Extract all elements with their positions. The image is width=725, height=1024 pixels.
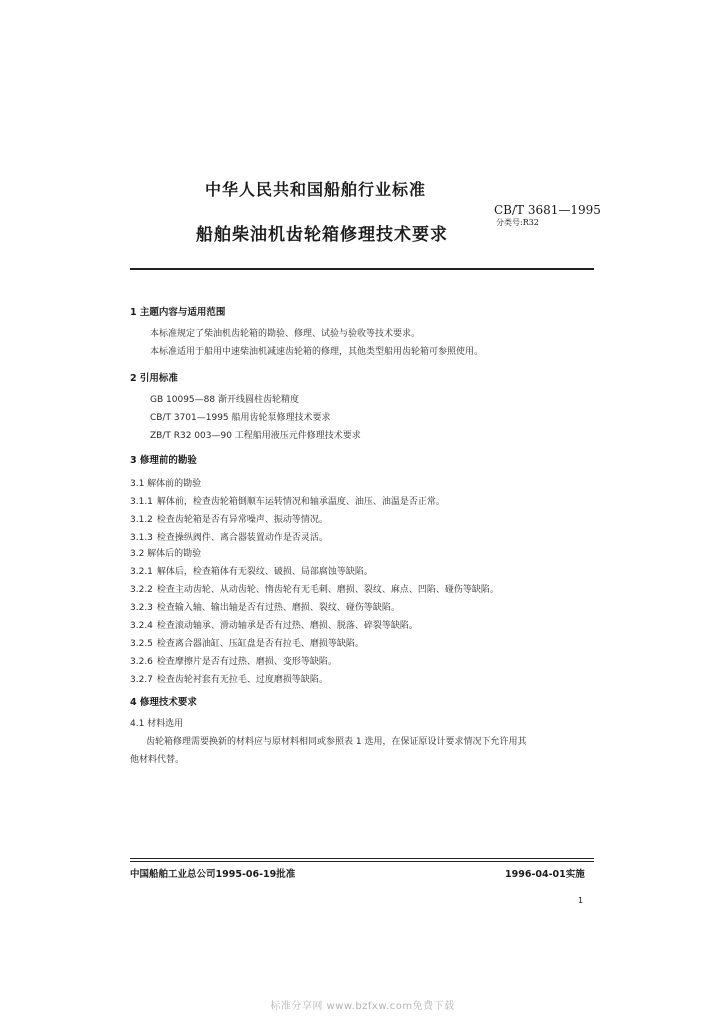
clause-number: 3.1.1: [130, 497, 153, 507]
clause-text: 检查齿轮箱是否有异常噪声、振动等情况。: [156, 515, 328, 525]
clause-item: [130, 512, 328, 525]
approval-date: 中国船舶工业总公司1995-06-19批准: [130, 869, 296, 880]
section-1-paragraph-1: 本标准规定了柴油机齿轮箱的勘验、修理、试验与验收等技术要求。: [150, 329, 421, 339]
standard-code: CB/T 3681—1995: [494, 203, 601, 217]
clause-text: 检查滚动轴承、滑动轴承是否有过热、磨损、脱落、碎裂等缺陷。: [156, 621, 418, 631]
clause-text: 解体后，检查箱体有无裂纹、破损、局部腐蚀等缺陷。: [156, 567, 373, 577]
reference-item: ZB/T R32 003—90 工程船用液压元件修理技术要求: [150, 431, 361, 441]
clause-text: 解体前，检查齿轮箱倒顺车运转情况和轴承温度、油压、油温是否正常。: [156, 497, 445, 507]
watermark-text: 标准分享网 www.bzfxw.com免费下载: [270, 1001, 455, 1012]
section-2-heading: 2 引用标准: [130, 373, 178, 384]
clause-number: 3.2.1: [130, 567, 153, 577]
section-1-paragraph-2: 本标准适用于船用中速柴油机减速齿轮箱的修理，其他类型船用齿轮箱可参照使用。: [150, 347, 484, 357]
footer-divider: [130, 858, 594, 859]
category-code: 分类号:R32: [496, 218, 539, 227]
footer-divider-secondary: [130, 861, 594, 862]
clause-text: 检查输入轴、输出轴是否有过热、磨损、裂纹、碰伤等缺陷。: [156, 603, 400, 613]
clause-number: 3.2.4: [130, 621, 153, 631]
reference-item: CB/T 3701—1995 船用齿轮泵修理技术要求: [150, 413, 331, 423]
clause-text: 检查主动齿轮、从动齿轮、惰齿轮有无毛刺、磨损、裂纹、麻点、凹陷、碰伤等缺陷。: [156, 585, 499, 595]
section-3-heading: 3 修理前的勘验: [130, 455, 197, 466]
issuing-agency-heading: 中华人民共和国船舶行业标准: [205, 180, 427, 199]
clause-number: 3.2.2: [130, 585, 153, 595]
document-title: 船舶柴油机齿轮箱修理技术要求: [196, 225, 448, 245]
clause-number: 3.1.2: [130, 515, 153, 525]
clause-item: [130, 654, 337, 667]
subsection-4-1-heading: 4.1 材料选用: [130, 719, 184, 729]
section-4-paragraph-line-2: 他材料代替。: [130, 755, 185, 765]
subsection-3-2-heading: 3.2 解体后的勘验: [130, 549, 202, 559]
clause-number: 3.2.7: [130, 675, 153, 685]
clause-item: [130, 618, 418, 631]
reference-item: GB 10095—88 渐开线圆柱齿轮精度: [150, 395, 299, 405]
clause-number: 3.1.3: [130, 533, 153, 543]
clause-item: [130, 582, 499, 595]
section-1-heading: 1 主题内容与适用范围: [130, 307, 226, 318]
clause-item: [130, 636, 364, 649]
clause-text: 检查离合器油缸、压缸盘是否有拉毛、磨损等缺陷。: [156, 639, 364, 649]
clause-text: 检查摩擦片是否有过热、磨损、变形等缺陷。: [156, 657, 337, 667]
clause-item: [130, 494, 445, 507]
clause-text: 检查操纵阀件、离合器装置动作是否灵活。: [156, 533, 328, 543]
clause-number: 3.2.6: [130, 657, 153, 667]
effective-date: 1996-04-01实施: [505, 869, 585, 880]
clause-number: 3.2.3: [130, 603, 153, 613]
clause-text: 检查齿轮衬套有无拉毛、过度磨损等缺陷。: [156, 675, 328, 685]
page-number: 1: [578, 896, 584, 905]
clause-item: [130, 530, 328, 543]
subsection-3-1-heading: 3.1 解体前的勘验: [130, 479, 202, 489]
clause-item: [130, 600, 400, 613]
section-4-heading: 4 修理技术要求: [130, 697, 197, 708]
section-4-paragraph-line-1: 齿轮箱修理需要换新的材料应与原材料相同或参照表 1 选用，在保证原设计要求情况下允许用其: [146, 737, 527, 747]
header-divider: [130, 268, 594, 270]
clause-item: [130, 564, 373, 577]
clause-number: 3.2.5: [130, 639, 153, 649]
clause-item: [130, 672, 328, 685]
